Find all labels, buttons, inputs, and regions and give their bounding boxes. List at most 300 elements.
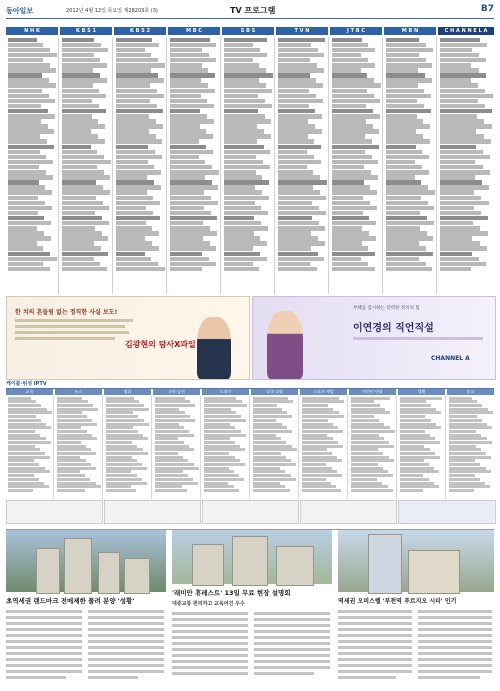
schedule-entry	[440, 124, 492, 129]
schedule-entry	[386, 145, 416, 150]
schedule-entry	[440, 114, 477, 119]
schedule-entry	[8, 236, 51, 241]
channel-header: M B N	[384, 27, 436, 35]
schedule-entry	[386, 48, 433, 53]
cable-entry	[449, 415, 477, 418]
schedule-entry	[332, 48, 375, 53]
schedule-entry	[224, 53, 267, 58]
schedule-entry	[224, 155, 256, 160]
schedule-entry	[440, 94, 493, 99]
schedule-entry	[170, 94, 201, 99]
schedule-entry	[224, 170, 256, 175]
schedule-entry	[116, 38, 152, 43]
cable-entry	[302, 423, 333, 426]
schedule-entry	[224, 139, 257, 144]
cable-entry	[155, 404, 196, 407]
schedule-entry	[116, 180, 154, 185]
schedule-entry	[332, 114, 380, 119]
schedule-entry	[278, 231, 311, 236]
channel-header: T V N	[276, 27, 328, 35]
schedule-entry	[278, 129, 322, 134]
cable-entry	[57, 441, 81, 444]
cable-entry	[57, 485, 101, 488]
schedule-column	[438, 37, 494, 294]
schedule-entry	[440, 83, 478, 88]
cable-column	[202, 396, 250, 499]
schedule-entry	[278, 196, 326, 201]
advert-right-tagline: 부패를 감시하는 강력한 정치의 힘	[353, 306, 420, 311]
schedule-entry	[278, 185, 313, 190]
cable-column	[251, 396, 299, 499]
cable-entry	[253, 445, 292, 448]
schedule-entry	[116, 170, 161, 175]
cable-entry	[8, 445, 35, 448]
schedule-entry	[224, 252, 260, 257]
schedule-entry	[8, 94, 49, 99]
schedule-entry	[440, 48, 472, 53]
cable-entry	[351, 482, 383, 485]
cable-entry	[351, 404, 380, 407]
schedule-entry	[170, 119, 214, 124]
schedule-entry	[278, 114, 322, 119]
cable-entry	[8, 482, 45, 485]
schedule-entry	[224, 73, 273, 78]
schedule-entry	[116, 155, 162, 160]
schedule-entry	[170, 134, 213, 139]
article-photo	[172, 530, 332, 584]
cable-entry	[155, 419, 195, 422]
schedule-entry	[278, 246, 311, 251]
schedule-entry	[332, 175, 378, 180]
schedule-entry	[440, 246, 487, 251]
cable-entry	[302, 434, 328, 437]
cable-entry	[204, 456, 235, 459]
cable-entry	[449, 463, 481, 466]
schedule-entry	[116, 94, 164, 99]
cable-entry	[106, 426, 133, 429]
schedule-entry	[8, 190, 52, 195]
schedule-entry	[224, 150, 270, 155]
genre-header: 스포츠·게임	[300, 389, 347, 395]
cable-entry	[8, 485, 50, 488]
schedule-entry	[278, 175, 320, 180]
schedule-entry	[170, 170, 219, 175]
schedule-entry	[62, 89, 99, 94]
cable-entry	[400, 452, 435, 455]
cable-entry	[253, 404, 277, 407]
schedule-entry	[62, 160, 111, 165]
schedule-column	[60, 37, 113, 294]
schedule-entry	[278, 58, 310, 63]
schedule-entry	[170, 211, 211, 216]
cable-entry	[106, 423, 149, 426]
cable-entry	[253, 408, 283, 411]
cable-entry	[8, 400, 37, 403]
issue-date: 2012년 4월 12일 목요일 제28203호 (3)	[66, 8, 158, 14]
cable-entry	[449, 467, 486, 470]
schedule-entry	[170, 236, 203, 241]
schedule-entry	[170, 155, 199, 160]
cable-entry	[253, 434, 277, 437]
cable-entry	[106, 400, 139, 403]
schedule-entry	[386, 78, 432, 83]
schedule-entry	[278, 73, 310, 78]
schedule-entry	[386, 231, 427, 236]
cable-entry	[351, 411, 390, 414]
cable-entry	[155, 445, 189, 448]
schedule-entry	[170, 241, 210, 246]
newspaper-logo: 동아일보	[6, 7, 34, 15]
schedule-entry	[62, 257, 94, 262]
schedule-entry	[8, 99, 55, 104]
schedule-entry	[170, 38, 210, 43]
schedule-entry	[440, 109, 492, 114]
schedule-entry	[170, 109, 200, 114]
schedule-entry	[62, 114, 92, 119]
schedule-entry	[332, 252, 375, 257]
cable-entry	[449, 482, 486, 485]
cable-entry	[302, 485, 337, 488]
cable-column	[447, 396, 494, 499]
cable-entry	[253, 482, 280, 485]
schedule-entry	[224, 216, 254, 221]
schedule-entry	[278, 206, 319, 211]
schedule-entry	[278, 63, 317, 68]
schedule-entry	[386, 196, 421, 201]
schedule-entry	[386, 201, 428, 206]
cable-entry	[106, 452, 148, 455]
schedule-entry	[386, 236, 433, 241]
cable-entry	[253, 478, 296, 481]
cable-entry	[351, 489, 393, 492]
schedule-entry	[278, 216, 312, 221]
cable-entry	[351, 426, 390, 429]
cable-entry	[8, 415, 36, 418]
cable-entry	[253, 400, 293, 403]
schedule-entry	[440, 160, 475, 165]
article	[6, 530, 166, 688]
schedule-entry	[116, 53, 151, 58]
schedule-entry	[332, 124, 373, 129]
schedule-entry	[224, 246, 253, 251]
cable-entry	[302, 404, 329, 407]
schedule-entry	[170, 175, 205, 180]
cable-entry	[351, 485, 388, 488]
schedule-entry	[386, 99, 417, 104]
schedule-entry	[62, 236, 108, 241]
cable-entry	[302, 445, 343, 448]
schedule-entry	[332, 38, 362, 43]
schedule-entry	[278, 170, 313, 175]
schedule-entry	[440, 78, 471, 83]
schedule-entry	[332, 185, 370, 190]
schedule-entry	[440, 53, 479, 58]
schedule-entry	[224, 94, 258, 99]
presenter-photo	[267, 311, 303, 379]
schedule-entry	[386, 109, 431, 114]
schedule-entry	[8, 48, 50, 53]
schedule-entry	[278, 134, 308, 139]
cable-entry	[155, 437, 179, 440]
schedule-entry	[8, 231, 44, 236]
schedule-entry	[8, 119, 41, 124]
schedule-entry	[170, 68, 208, 73]
cable-entry	[8, 456, 51, 459]
schedule-entry	[62, 109, 106, 114]
schedule-entry	[440, 201, 489, 206]
schedule-entry	[8, 155, 46, 160]
schedule-entry	[278, 190, 320, 195]
cable-entry	[155, 452, 179, 455]
cable-entry	[57, 423, 98, 426]
schedule-entry	[440, 226, 480, 231]
schedule-entry	[62, 73, 100, 78]
schedule-entry	[278, 262, 310, 267]
cable-entry	[302, 474, 342, 477]
schedule-entry	[62, 68, 93, 73]
cable-entry	[106, 482, 147, 485]
cable-entry	[351, 415, 375, 418]
cable-entry	[302, 478, 326, 481]
schedule-entry	[62, 99, 92, 104]
cable-entry	[57, 437, 97, 440]
schedule-entry	[386, 83, 418, 88]
schedule-entry	[332, 155, 372, 160]
schedule-entry	[116, 43, 159, 48]
schedule-entry	[62, 211, 95, 216]
schedule-entry	[116, 73, 158, 78]
schedule-entry	[386, 43, 426, 48]
cable-entry	[253, 426, 287, 429]
schedule-entry	[116, 145, 148, 150]
schedule-entry	[62, 139, 105, 144]
cable-entry	[302, 452, 333, 455]
cable-entry	[155, 470, 183, 473]
cable-column	[153, 396, 201, 499]
schedule-entry	[278, 236, 318, 241]
cable-entry	[106, 459, 137, 462]
cable-entry	[57, 400, 88, 403]
schedule-entry	[170, 145, 206, 150]
cable-entry	[351, 452, 384, 455]
schedule-entry	[386, 63, 432, 68]
schedule-entry	[116, 99, 150, 104]
schedule-entry	[224, 145, 264, 150]
schedule-entry	[8, 68, 56, 73]
schedule-entry	[170, 99, 207, 104]
cable-entry	[57, 415, 88, 418]
schedule-entry	[116, 236, 145, 241]
cable-entry	[351, 467, 383, 470]
cable-entry	[57, 459, 86, 462]
schedule-entry	[278, 48, 318, 53]
cable-entry	[204, 400, 242, 403]
schedule-entry	[224, 226, 268, 231]
schedule-entry	[332, 53, 361, 58]
schedule-entry	[278, 38, 325, 43]
schedule-entry	[170, 160, 205, 165]
section-title: TV 프로그램	[230, 6, 276, 15]
cable-entry	[400, 434, 431, 437]
schedule-entry	[62, 201, 103, 206]
cable-entry	[204, 430, 241, 433]
cable-entry	[106, 470, 132, 473]
schedule-entry	[386, 139, 430, 144]
schedule-entry	[224, 201, 255, 206]
cable-entry	[351, 408, 385, 411]
cable-entry	[253, 485, 285, 488]
schedule-entry	[170, 150, 213, 155]
cable-entry	[155, 485, 183, 488]
cable-entry	[302, 482, 332, 485]
schedule-entry	[332, 129, 379, 134]
cable-entry	[204, 441, 235, 444]
cable-entry	[351, 437, 384, 440]
cable-entry	[204, 482, 229, 485]
schedule-entry	[440, 99, 478, 104]
cable-entry	[400, 415, 426, 418]
advert-left	[6, 296, 250, 380]
schedule-entry	[116, 104, 157, 109]
schedule-entry	[386, 165, 422, 170]
cable-entry	[204, 397, 237, 400]
schedule-entry	[8, 226, 37, 231]
cable-entry	[302, 400, 345, 403]
schedule-entry	[386, 53, 419, 58]
schedule-entry	[224, 231, 254, 236]
schedule-entry	[278, 43, 311, 48]
genre-header: 드라마	[202, 389, 249, 395]
schedule-entry	[440, 43, 487, 48]
cable-entry	[253, 423, 282, 426]
cable-entry	[253, 452, 281, 455]
schedule-entry	[62, 221, 109, 226]
schedule-entry	[440, 165, 483, 170]
schedule-entry	[332, 58, 368, 63]
cable-entry	[106, 419, 144, 422]
schedule-entry	[278, 119, 308, 124]
schedule-entry	[386, 150, 422, 155]
schedule-entry	[116, 216, 160, 221]
genre-header: 영화	[104, 389, 151, 395]
cable-entry	[253, 463, 297, 466]
schedule-entry	[278, 109, 315, 114]
schedule-entry	[170, 190, 204, 195]
schedule-entry	[386, 160, 415, 165]
schedule-entry	[8, 196, 38, 201]
cable-entry	[400, 445, 425, 448]
cable-entry	[449, 430, 477, 433]
cable-entry	[155, 397, 186, 400]
schedule-entry	[8, 201, 45, 206]
cable-entry	[400, 456, 440, 459]
schedule-entry	[278, 180, 327, 185]
cable-entry	[302, 459, 343, 462]
schedule-entry	[224, 38, 267, 43]
cable-entry	[57, 426, 82, 429]
channel-header: S B S	[222, 27, 274, 35]
schedule-entry	[116, 201, 160, 206]
cable-entry	[302, 411, 339, 414]
schedule-entry	[386, 185, 428, 190]
schedule-entry	[170, 53, 209, 58]
schedule-entry	[62, 150, 97, 155]
cable-entry	[449, 397, 473, 400]
schedule-entry	[440, 145, 476, 150]
cable-entry	[57, 411, 82, 414]
schedule-entry	[440, 241, 480, 246]
cable-entry	[57, 489, 85, 492]
cable-entry	[155, 400, 191, 403]
schedule-entry	[278, 150, 307, 155]
schedule-entry	[440, 231, 488, 236]
schedule-entry	[332, 134, 365, 139]
schedule-entry	[116, 190, 147, 195]
schedule-column	[222, 37, 275, 294]
schedule-entry	[440, 267, 471, 272]
cable-entry	[8, 411, 52, 414]
schedule-entry	[386, 170, 429, 175]
cable-entry	[8, 430, 36, 433]
cable-entry	[449, 434, 482, 437]
cable-entry	[253, 459, 292, 462]
schedule-entry	[440, 155, 490, 160]
cable-entry	[351, 470, 389, 473]
schedule-entry	[386, 216, 427, 221]
schedule-entry	[8, 150, 40, 155]
cable-entry	[106, 411, 134, 414]
schedule-entry	[8, 89, 42, 94]
schedule-entry	[440, 190, 474, 195]
schedule-entry	[224, 124, 257, 129]
small-advert	[398, 500, 496, 524]
schedule-entry	[8, 73, 42, 78]
schedule-entry	[278, 257, 324, 262]
schedule-entry	[278, 53, 324, 58]
cable-entry	[155, 441, 184, 444]
schedule-entry	[170, 43, 216, 48]
schedule-entry	[62, 246, 101, 251]
schedule-entry	[440, 252, 472, 257]
schedule-entry	[170, 114, 207, 119]
schedule-entry	[386, 73, 425, 78]
schedule-entry	[386, 38, 419, 43]
cable-entry	[449, 408, 488, 411]
schedule-entry	[170, 267, 202, 272]
schedule-entry	[8, 129, 54, 134]
cable-entry	[106, 404, 145, 407]
schedule-entry	[8, 145, 54, 150]
schedule-entry	[116, 226, 152, 231]
schedule-entry	[170, 73, 215, 78]
cable-entry	[8, 478, 39, 481]
cable-entry	[204, 474, 240, 477]
schedule-entry	[278, 124, 315, 129]
article-photo	[338, 530, 494, 592]
cable-entry	[351, 434, 379, 437]
cable-entry	[155, 408, 180, 411]
schedule-entry	[170, 252, 202, 257]
schedule-entry	[224, 119, 271, 124]
cable-entry	[155, 478, 194, 481]
cable-entry	[204, 404, 247, 407]
advert-right	[252, 296, 496, 380]
cable-entry	[204, 426, 236, 429]
schedule-entry	[62, 216, 102, 221]
schedule-entry	[386, 68, 418, 73]
schedule-entry	[332, 196, 363, 201]
schedule-entry	[332, 165, 364, 170]
